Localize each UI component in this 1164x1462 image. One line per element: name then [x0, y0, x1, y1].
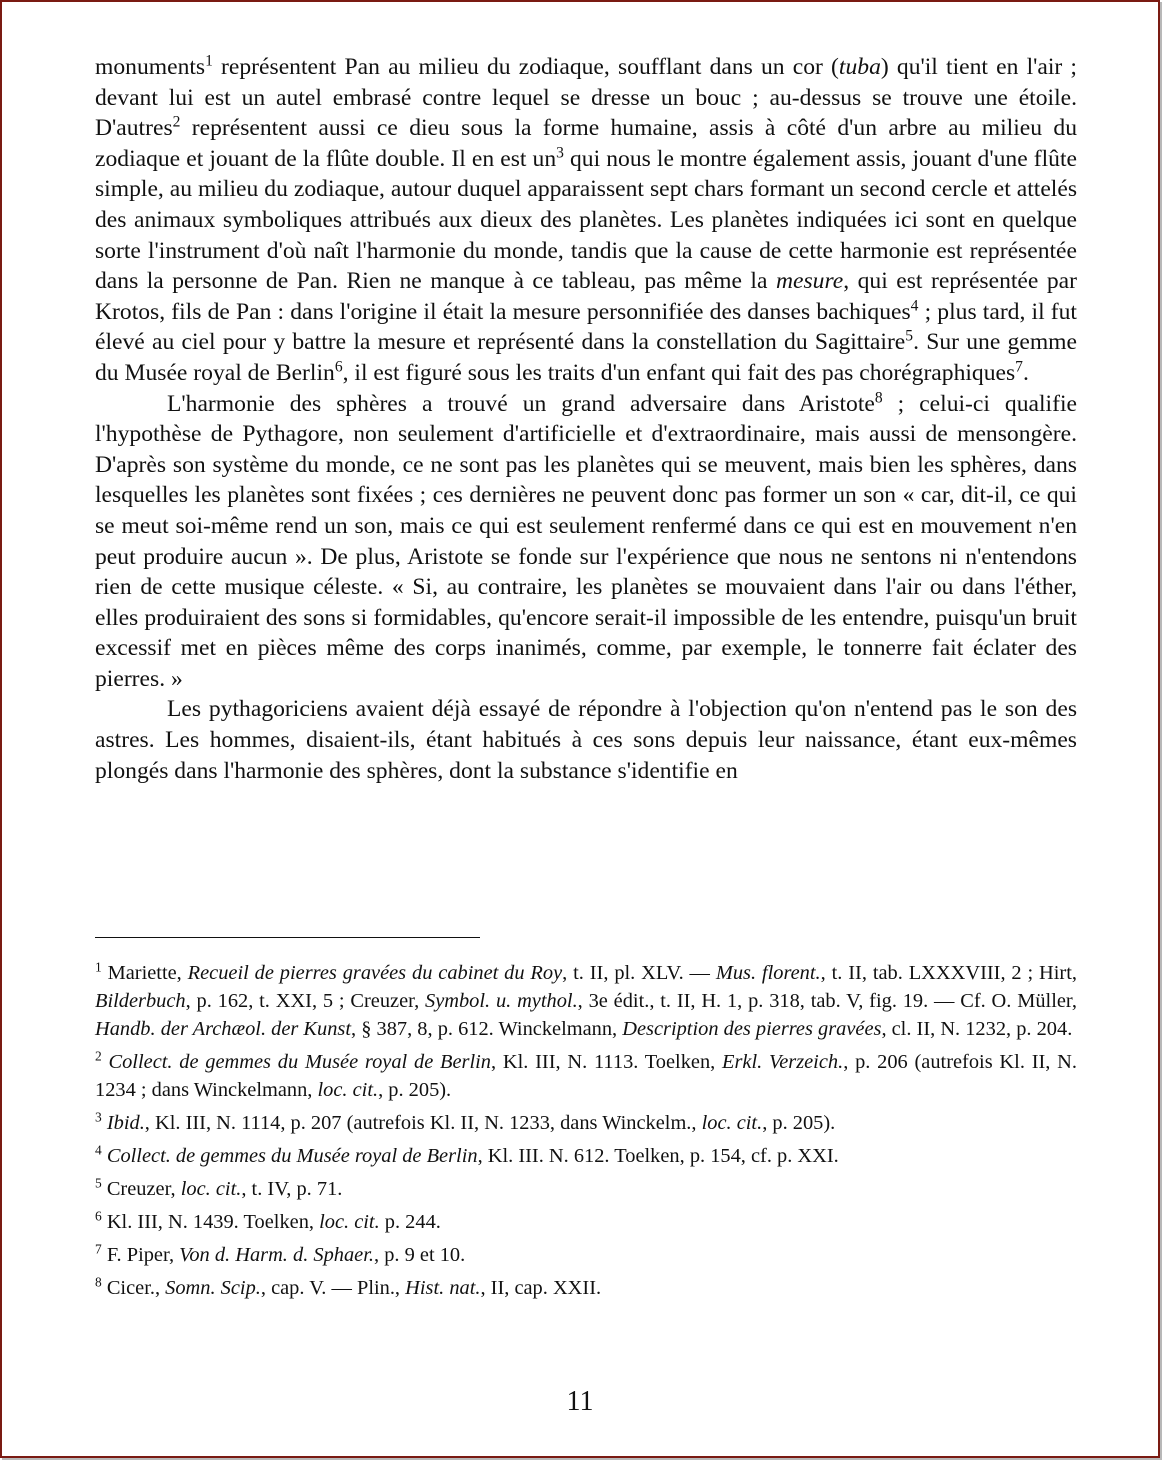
footnote-ref: 2	[172, 113, 181, 131]
italic-text: loc. cit.	[180, 1178, 242, 1200]
footnote-ref: 1	[95, 959, 102, 975]
footnote-separator	[95, 937, 480, 938]
paragraph-3: Les pythagoriciens avaient déjà essayé de répondre à l'objection qu'on n'entend pas le son des astres. Les hommes, disaient-ils, étant habitués à ces sons depuis leur naissance, étant eux-mêmes plongés dans l'harmonie des sphères, dont la substance s'identifie en	[95, 696, 1077, 784]
footnote-6: $^6$ Kl. III, N. 1439. Toelken, loc. cit. p. 244.	[95, 1208, 441, 1233]
footnote-1: $^1$ Mariette, Recueil de pierres gravées du cabinet du Roy, t. II, pl. XLV. — Mus. florent., t. II, tab. LXXXVIII, 2 ; Hirt, Bilderbuch, p. 162, t. XXI, 5 ; Creuzer, Symbol. u. mythol., 3e édit., t. II, H. 1, p. 318, tab. V, fig. 19. — Cf. O. Müller, Handb. der Archæol. der Kunst, § 387, 8, p. 612. Winckelmann, Description des pierres gravées, cl. II, N. 1232, p. 204.	[95, 959, 1077, 1040]
italic-text: Collect. de gemmes du Musée royal de Berlin	[106, 1145, 478, 1167]
italic-text: Bilderbuch	[95, 990, 186, 1012]
body-text	[95, 52, 1077, 786]
page-number: 11	[566, 1386, 594, 1417]
footnote-ref: 4	[910, 297, 919, 315]
footnote-ref: 5	[95, 1175, 102, 1191]
footnote-ref: 5	[905, 327, 914, 345]
italic-text: Description des pierres gravées	[622, 1018, 882, 1040]
footnote-3: $^3$ Ibid., Kl. III, N. 1114, p. 207 (autrefois Kl. II, N. 1233, dans Winckelm., loc. cit., p. 205).	[95, 1109, 836, 1134]
italic-text: loc. cit.	[319, 1211, 380, 1233]
footnote-4: $^4$ Collect. de gemmes du Musée royal de Berlin, Kl. III. N. 612. Toelken, p. 154, cf. p. XXI.	[95, 1142, 839, 1167]
italic-text: loc. cit.	[317, 1079, 379, 1101]
paragraph-2: L'harmonie des sphères a trouvé un grand adversaire dans Aristote$^8$ ; celui-ci qualifie l'hypothèse de Pythagore, non seulement d'artificielle et d'extraordinaire, mais aussi de mensongère. D'après son système du monde, ce ne sont pas les planètes qui se meuvent, mais bien les sphères, dans lesquelles les planètes sont fixées ; ces dernières ne peuvent donc pas former un son « car, dit-il, ce qui se meut soi-même rend un son, mais ce qui est seulement renfermé dans ce qui est en mouvement n'en peut produire aucun ». De plus, Aristote se fonde sur l'expérience que nous ne sentons ni n'entendons rien de cette musique céleste. « Si, au contraire, les planètes se mouvaient dans l'air ou dans l'éther, elles produiraient des sons si formidables, qu'encore serait-il impossible de les entendre, puisqu'un bruit excessif met en pièces même des corps inanimés, comme, par exemple, le tonnerre fait éclater des pierres. »	[95, 388, 1077, 692]
footnote-ref: 6	[334, 358, 343, 376]
footnote-ref: 1	[205, 52, 213, 70]
footnote-ref: 4	[95, 1142, 102, 1158]
italic-text: Mus. florent.	[715, 962, 821, 984]
footnote-7: $^7$ F. Piper, Von d. Harm. d. Sphaer., p. 9 et 10.	[95, 1241, 466, 1266]
footnote-ref: 6	[95, 1208, 102, 1224]
footnote-5: $^5$ Creuzer, loc. cit., t. IV, p. 71.	[95, 1175, 343, 1200]
footnote-ref: 3	[95, 1109, 102, 1125]
footnote-ref: 8	[874, 388, 883, 406]
paragraph-1: monuments$^1$ représentent Pan au milieu du zodiaque, soufflant dans un cor (tuba) qu'il tient en l'air ; devant lui est un autel embrasé contre lequel se dresse un bouc ; au-dessus se trouve une étoile. D'autres$^2$ représentent aussi ce dieu sous la forme humaine, assis à côté d'un arbre au milieu du zodiaque et jouant de la flûte double. Il en est $un^3$ qui nous le montre également assis, jouant d'une flûte simple, au milieu du zodiaque, autour duquel apparaissent sept chars formant un second cercle et attelés des animaux symboliques attribués aux dieux des planètes. Les planètes indiquées ici sont en quelque sorte l'instrument d'où naît l'harmonie du monde, tandis que la cause de cette harmonie est représentée dans la personne de Pan. Rien ne manque à ce tableau, pas même la mesure, qui est représentée par Krotos, fils de Pan : dans l'origine il était la mesure personnifiée des danses bachiques$^4$ ; plus tard, il fut élevé au ciel pour y battre la mesure et représenté dans la constellation du Sagittaire$^5$. Sur une gemme du Musée royal de Berlin$^6$, il est figuré sous les traits d'un enfant qui fait des pas chorégraphiques$^7$.	[95, 52, 1077, 386]
italic-text: Recueil de pierres gravées du cabinet du Roy	[187, 962, 563, 984]
footnote-2: $^2$ Collect. de gemmes du Musée royal de Berlin, Kl. III, N. 1113. Toelken, Erkl. Verzeich., p. 206 (autrefois Kl. II, N. 1234 ; dans Winckelmann, loc. cit., p. 205).	[95, 1048, 1077, 1101]
footnote-ref: 2	[95, 1048, 102, 1064]
italic-text: Handb. der Archæol. der Kunst	[95, 1018, 352, 1040]
footnote-ref: 8	[95, 1274, 102, 1290]
italic-text: mesure	[775, 268, 844, 295]
italic-text: Ibid.	[106, 1112, 145, 1134]
italic-text: Collect. de gemmes du Musée royal de Berlin	[108, 1051, 491, 1073]
italic-text: Erkl. Verzeich.	[722, 1051, 844, 1073]
footnote-8: $^8$ Cicer., Somn. Scip., cap. V. — Plin., Hist. nat., II, cap. XXII.	[95, 1274, 602, 1299]
footnote-ref: 3	[556, 144, 564, 162]
italic-text: Von d. Harm. d. Sphaer.	[179, 1244, 375, 1266]
footnote-ref: 7	[1015, 358, 1023, 376]
italic-text: Hist. nat.	[405, 1277, 481, 1299]
italic-text: Symbol. u. mythol.	[425, 990, 578, 1012]
italic-text: tuba	[838, 54, 881, 80]
footnote-ref: 7	[95, 1241, 102, 1257]
italic-text: Somn. Scip.	[165, 1277, 261, 1299]
italic-text: loc. cit.	[701, 1112, 763, 1134]
footnotes	[95, 959, 1077, 1307]
